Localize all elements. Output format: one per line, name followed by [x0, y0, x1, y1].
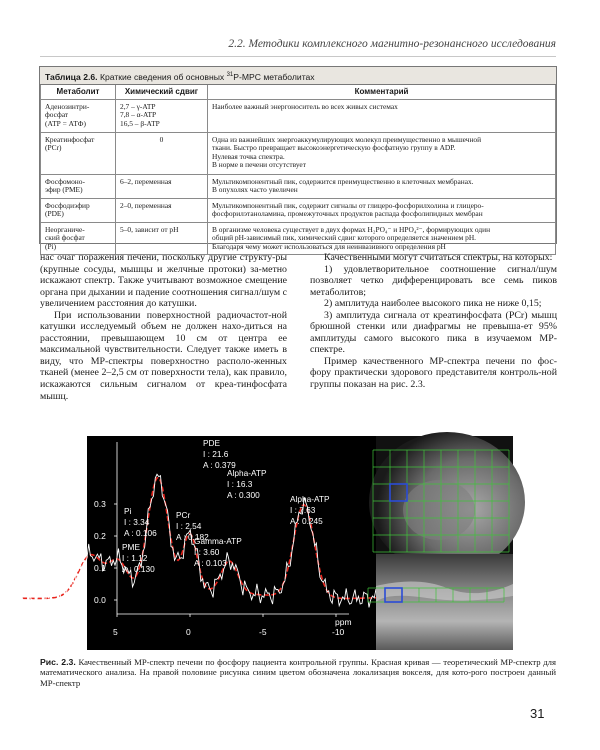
comment: Мультикомпонентный пик, содержит сигналы от глицеро-фосфорилхолина и глицеро- фосфорилэтаноламина, промежуточных продуктов распада фосфолипидных мембран: [212, 201, 484, 219]
chemical-shift: 0: [159, 135, 164, 144]
table-row: [41, 100, 556, 133]
y-tick-label: 0.3: [94, 499, 106, 509]
metabolite-name: Креатинфосфат (PCr): [45, 135, 95, 153]
page-number: 31: [530, 706, 545, 721]
paragraph: 3) амплитуда сигнала от креатинфосфата (PCr) мышц брюшной стенки или диафрагмы не превыша-ет 95% амплитуды самого высокого пика в изучаемом МР-спектре.: [310, 309, 557, 356]
table-caption-pre: Краткие сведения об основных: [99, 71, 227, 82]
comment: В организме человека существует в двух формах H₂PO₄⁻ и HPO₄²⁻, формирующих один общий pH-зависимый пик, химический сдвиг которого определяется значением pH. Благодаря чему может использоваться для неинвазивного определения pH: [212, 225, 491, 251]
left-column: [40, 252, 287, 402]
x-unit-label: ppm: [335, 617, 352, 627]
x-tick-label: 5: [113, 627, 118, 637]
x-tick-label: 10: [40, 627, 50, 637]
peak-integral: I : 3.34: [124, 517, 150, 527]
comment: Одна из важнейших энергоаккумулирующих молекул преимущественно в мышечной ткани. Быстро превращает высокоэнергетическую фосфатную группу в ADP. Нулевая точка спектра. В норме в печени отсутствует: [212, 135, 482, 169]
peak-amplitude: A : 0.245: [290, 516, 323, 526]
y-tick-label: 0.0: [94, 595, 106, 605]
x-tick-label: -10: [332, 627, 345, 637]
table-caption-post: P-MPC метаболитах: [233, 71, 315, 82]
peak-name: Alpha-ATP: [227, 468, 267, 478]
paragraph: 1) удовлетворительное соотношение сигнал/шум позволяет четко дифференцировать все семь пиков метаболитов;: [310, 263, 557, 298]
chemical-shift: 6–2, переменная: [120, 177, 172, 186]
comment: Мультикомпонентный пик, содержится преимущественно в клеточных мембранах. В опухолях часто увеличен: [212, 177, 474, 195]
running-head: 2.2. Методики комплексного магнитно-резонансного исследования: [228, 38, 556, 50]
table-label: Таблица 2.6.: [45, 71, 98, 82]
peak-amplitude: A : 0.130: [122, 564, 155, 574]
paragraph: нас очаг поражения печени, поскольку другие структу-ры (крупные сосуды, мышцы и желчные протоки) за-метно искажают спектр. Также учитывают возможное смещение органа при дыхании и падение соотношения сигнал/шум с увеличением расстояния до катушки.: [40, 252, 287, 310]
peak-integral: I : 21.6: [203, 449, 229, 459]
table-caption-sup: 31: [226, 72, 234, 78]
column-header: Метаболит: [41, 85, 116, 100]
table-row: [41, 199, 556, 223]
peak-integral: I : 3.60: [194, 547, 220, 557]
mri-coronal-image: [368, 554, 513, 650]
y-tick-label: 0.2: [94, 531, 106, 541]
peak-amplitude: A : 0.103: [194, 558, 227, 568]
header-rule: [40, 56, 556, 57]
column-header: Комментарий: [208, 85, 556, 100]
table-row: [41, 133, 556, 175]
figure-caption: [40, 657, 556, 688]
peak-name: Gamma-ATP: [194, 536, 242, 546]
figure-label: Рис. 2.3.: [40, 657, 76, 667]
metabolite-name: Фосфодиэфир (PDE): [45, 201, 90, 219]
peak-integral: I : 7.63: [290, 505, 316, 515]
peak-integral: I : 1.12: [122, 553, 148, 563]
peak-integral: I : 2.54: [176, 521, 202, 531]
mr-spectrum-plot: [40, 436, 513, 650]
table-row: [41, 223, 556, 255]
table-caption: [40, 67, 556, 85]
peak-amplitude: A : 0.106: [124, 528, 157, 538]
paragraph: При использовании поверхностной радиочастот-ной катушки исследуемый объем не должен нахо-диться на расстоянии, превышающем 10 см от центра ее максимальной чувствительности. Следует также иметь в виду, что МР-спектры поверхностно располо-женных тканей (менее 2–2,5 см от поверхности тела), как правило, искажаются сильным сигналом от креа-тинфосфата мышц.: [40, 309, 287, 402]
peak-name: Pi: [124, 506, 132, 516]
chemical-shift: 2,7 – γ-ATP 7,8 – α-ATP 16,5 – β-ATP: [120, 102, 160, 128]
peak-name: Alpha-ATP: [290, 494, 330, 504]
metabolite-name: Фосфомоно- эфир (PME): [45, 177, 85, 195]
x-tick-label: 0: [186, 627, 191, 637]
chemical-shift: 2–0, переменная: [120, 201, 172, 210]
peak-integral: I : 16.3: [227, 479, 253, 489]
peak-name: PME: [122, 542, 140, 552]
metabolites-table: [39, 66, 557, 251]
peak-amplitude: A : 0.182: [176, 532, 209, 542]
paragraph: Качественными могут считаться спектры, на которых:: [324, 252, 553, 263]
metabolite-name: Аденозинтри- фосфат (АТР = АТФ): [45, 102, 90, 128]
table-body: [40, 85, 556, 255]
y-tick-label: 0.1: [94, 563, 106, 573]
column-header: Химический сдвиг: [116, 85, 208, 100]
mri-axial-image: [369, 432, 525, 572]
table-row: [41, 175, 556, 199]
spectrum-figure: [40, 436, 513, 650]
peak-amplitude: A : 0.300: [227, 490, 260, 500]
figure-caption-text: Качественный МР-спектр печени по фосфору пациента контрольной группы. Красная кривая — теоретический МР-спектр для математического анализа. На правой половине рисунка синим цветом обозначена локализация вокселя, для кото-рого построен данный МР-спектр: [40, 657, 556, 688]
peak-amplitude: A : 0.379: [203, 460, 236, 470]
comment: Наиболее важный энергоноситель во всех живых системах: [212, 102, 398, 111]
paragraph: Пример качественного МР-спектра печени по фос-фору практически здорового представителя контроль-ной группы показан на рис. 2.3.: [310, 355, 557, 391]
peak-name: PDE: [203, 438, 221, 448]
right-column: [310, 252, 557, 391]
peak-name: PCr: [176, 510, 191, 520]
chemical-shift: 5–0, зависит от pH: [120, 225, 179, 234]
metabolite-name: Неорганиче- ский фосфат (Pi): [45, 225, 85, 251]
paragraph: 2) амплитуда наиболее высокого пика не ниже 0,15;: [324, 298, 542, 310]
table-header-row: [41, 85, 556, 100]
x-tick-label: -5: [259, 627, 267, 637]
